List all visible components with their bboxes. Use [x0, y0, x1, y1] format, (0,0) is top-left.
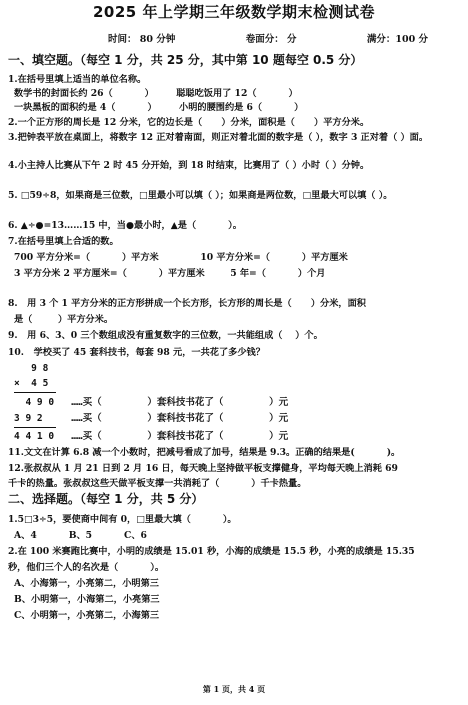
- section-fill-blank-heading: 一、填空题。（每空 1 分，共 25 分，其中第 10 题每空 0.5 分）: [8, 53, 363, 67]
- exam-title: 2025 年上学期三年级数学期末检测试卷: [93, 3, 375, 21]
- calc-rule-1: [14, 392, 56, 393]
- question-8-line-a: 8. 用 3 个 1 平方分米的正方形拼成一个长方形，长方形的周长是（ ）分米，面积: [8, 298, 366, 309]
- question-11: 11.文文在计算 6.8 减一个小数时，把减号看成了加号，结果是 9.3。正确的结果是( )。: [8, 447, 401, 458]
- calc-row-factor-1: 9 8: [14, 363, 49, 374]
- choice-question-2-option-b: B、小明第一，小海第二，小亮第三: [14, 594, 160, 605]
- calc-row-partial-1: 4 9 0 ……买（ ）套科技书花了（ ）元: [14, 397, 289, 408]
- time-label: 时间： 80 分钟: [108, 34, 176, 45]
- score-label: 卷面分： 分: [245, 34, 297, 45]
- question-12-line-a: 12.张叔叔从 1 月 21 日到 2 月 16 日，每天晚上坚持做平板支撑健身，平均每天晚上消耗 69: [8, 463, 398, 474]
- choice-question-1: 1.5□3÷5，要使商中间有 0，□里最大填（ ）。: [8, 514, 237, 525]
- question-2: 2.一个正方形的周长是 12 分米，它的边长是（ ）分米，面积是（ ）平方分米。: [8, 117, 370, 128]
- calc-row-factor-2: × 4 5: [14, 378, 49, 389]
- question-4: 4.小主持人比赛从下午 2 时 45 分开始，到 18 时结束，比赛用了（ ）小时（ ）分钟。: [8, 160, 370, 171]
- full-score-label: 满分：100 分: [366, 34, 428, 45]
- choice-question-1-options: A、4 B、5 C、6: [14, 530, 147, 541]
- calc-row-product: 4 4 1 0 ……买（ ）套科技书花了（ ）元: [14, 431, 289, 442]
- question-1-line-a: 数学书的封面长约 26（ ） 聪聪吃饭用了 12（ ）: [14, 88, 298, 99]
- question-1: 1.在括号里填上适当的单位名称。: [8, 74, 147, 85]
- question-8-line-b: 是（ ）平方分米。: [14, 314, 114, 325]
- question-6: 6. ▲÷●=13……15 中，当●最小时，▲是（ ）。: [8, 220, 242, 231]
- choice-question-2-line-b: 秒，他们三个人的名次是（ ）。: [8, 562, 165, 573]
- calc-row-partial-2: 3 9 2 ……买（ ）套科技书花了（ ）元: [14, 413, 289, 424]
- choice-question-2-option-a: A、小海第一，小亮第二，小明第三: [14, 578, 159, 589]
- section-choice-heading: 二、选择题。（每空 1 分，共 5 分）: [8, 492, 204, 506]
- question-7-line-a: 700 平方分米=（ ）平方米 10 平方分米=（ ）平方厘米: [14, 252, 348, 263]
- choice-question-2-option-c: C、小明第一，小亮第二，小海第三: [14, 610, 160, 621]
- choice-question-2-line-a: 2.在 100 米赛跑比赛中，小明的成绩是 15.01 秒，小海的成绩是 15.5 秒，小亮的成绩是 15.35: [8, 546, 415, 557]
- calc-rule-2: [14, 427, 56, 428]
- question-7-line-b: 3 平方分米 2 平方厘米=（ ）平方厘米 5 年=（ ）个月: [14, 268, 326, 279]
- question-1-line-b: 一块黑板的面积约是 4（ ） 小明的腰围约是 6（ ）: [14, 102, 304, 113]
- page-footer: 第 1 页，共 4 页: [202, 684, 266, 694]
- question-3: 3.把钟表平放在桌面上，将数字 12 正对着南面，则正对着北面的数字是（ ），数字 3 正对着（ ）面。: [8, 132, 429, 143]
- question-12-line-b: 千卡的热量。张叔叔这些天做平板支撑一共消耗了（ ）千卡热量。: [8, 478, 307, 489]
- question-5: 5. □59÷8，如果商是三位数，□里最小可以填（ ）；如果商是两位数，□里最大可以填（ ）。: [8, 190, 393, 201]
- question-9: 9. 用 6、3、0 三个数组成没有重复数字的三位数，一共能组成（ ）个。: [8, 330, 323, 341]
- exam-meta: [108, 33, 428, 46]
- question-7: 7.在括号里填上合适的数。: [8, 236, 119, 247]
- question-10: 10. 学校买了 45 套科技书，每套 98 元，一共花了多少钱？: [8, 347, 265, 358]
